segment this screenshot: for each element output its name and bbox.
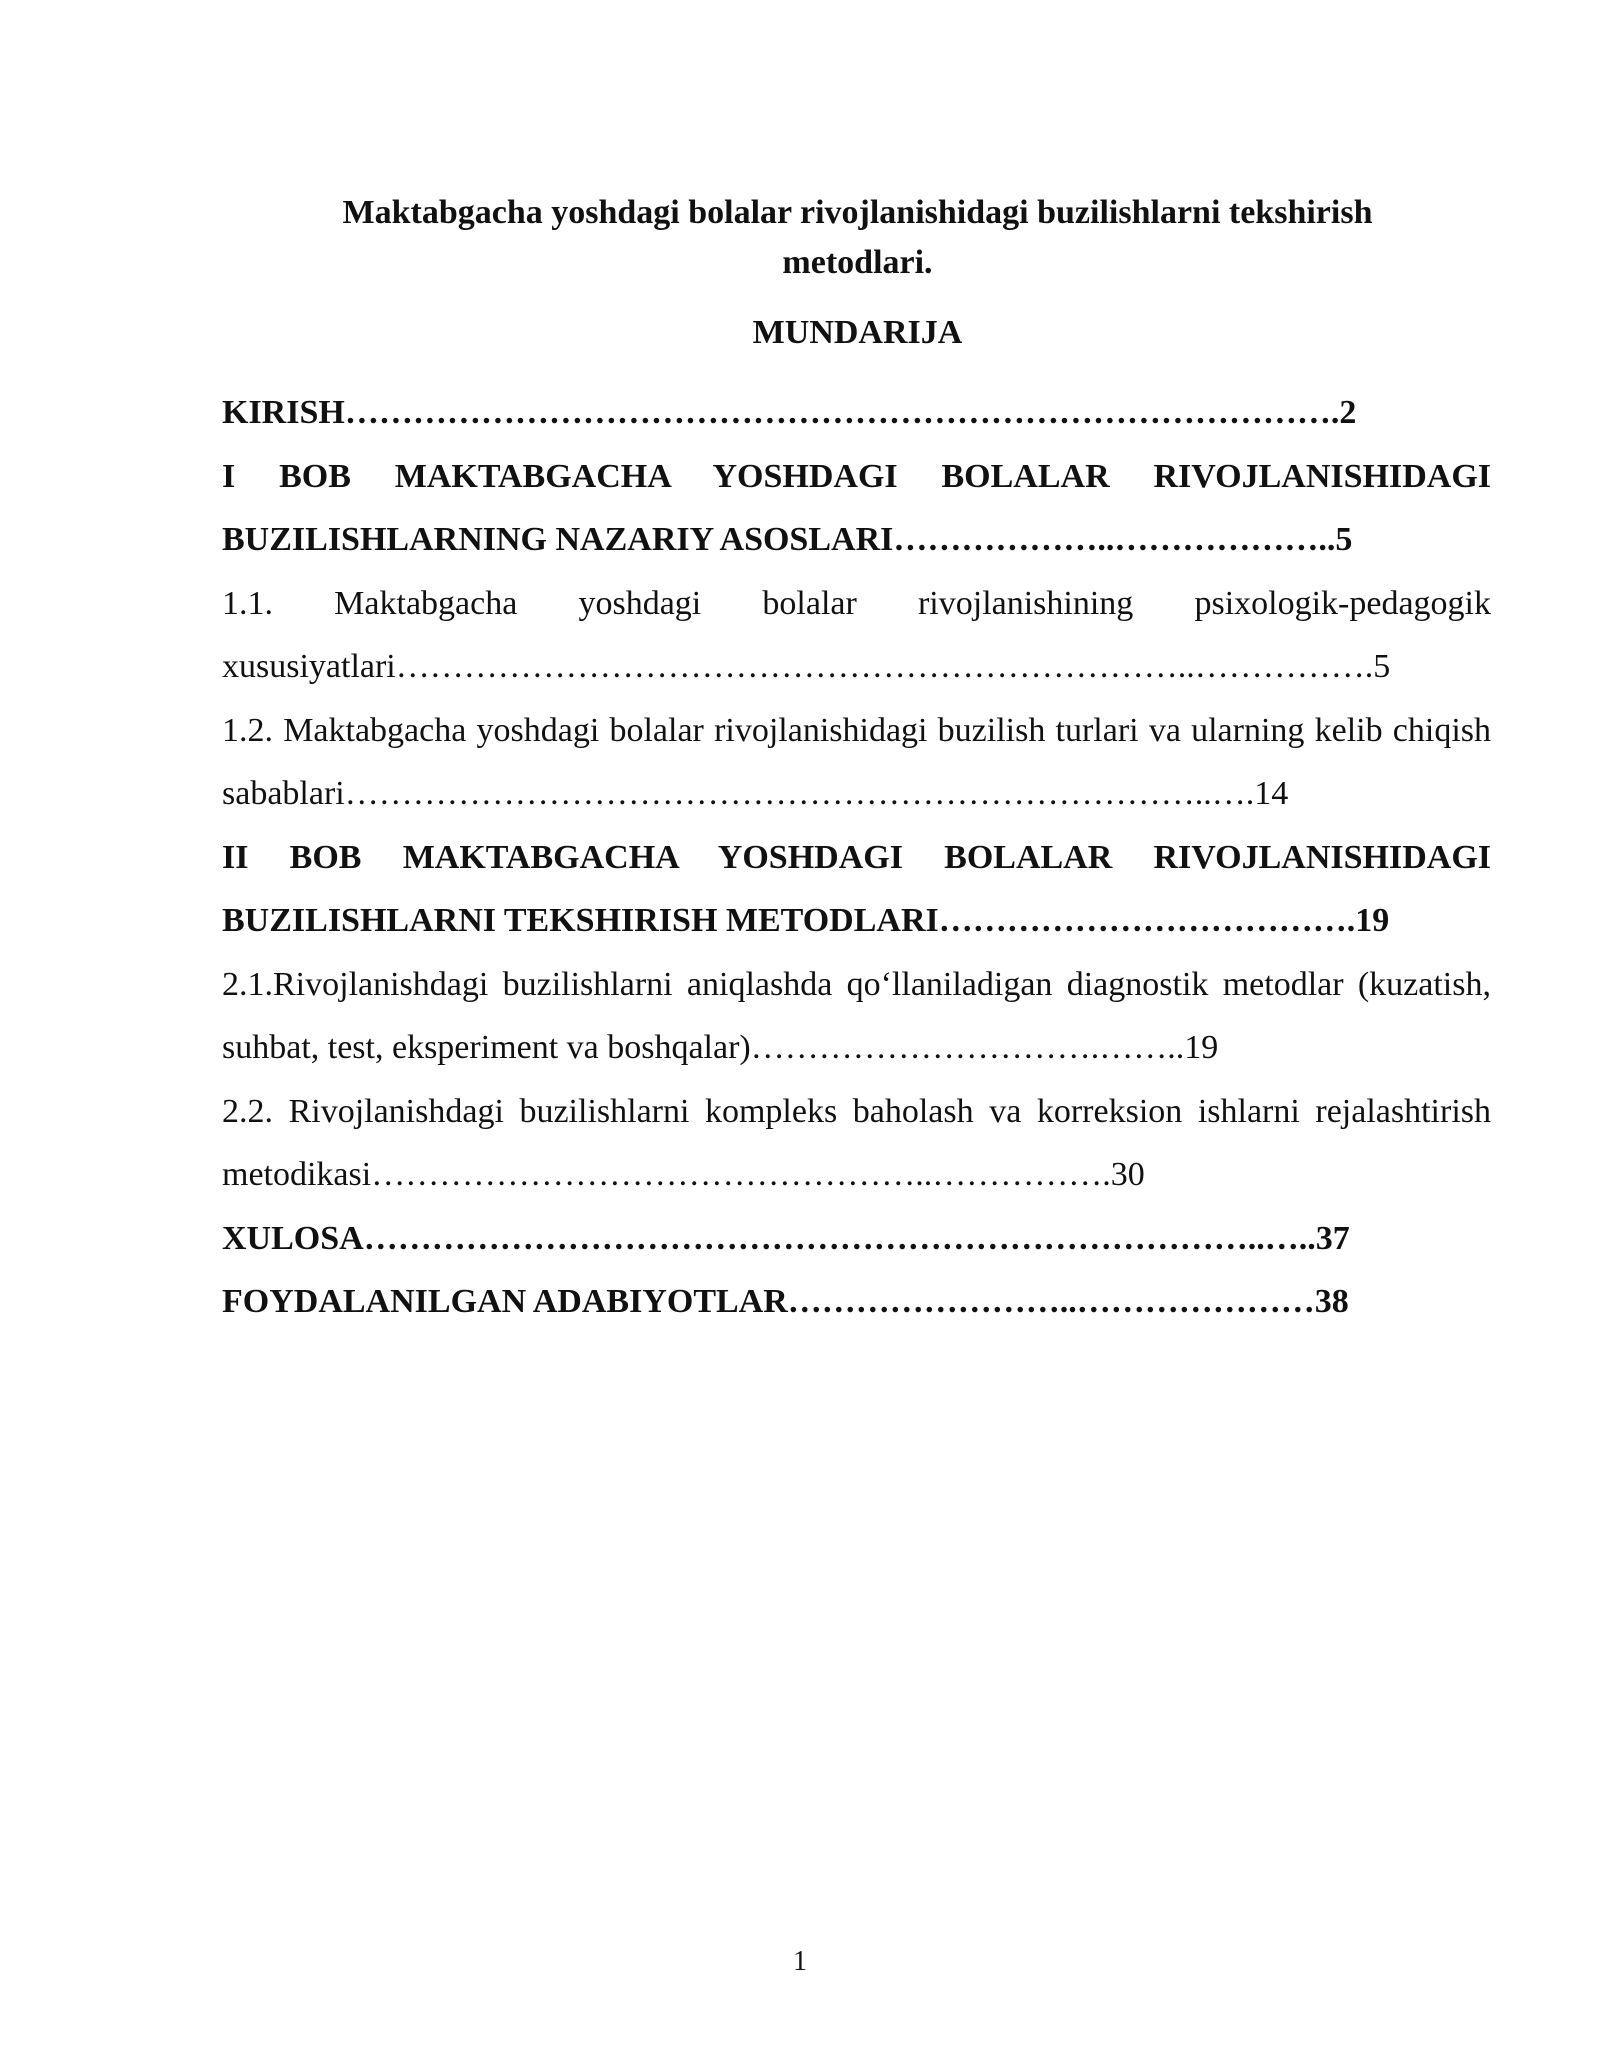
toc-entry-section-1-1: 1.1. Maktabgacha yoshdagi bolalar rivojlanishining psixologik-pedagogik xususiyatlari……………………………………………………………..…………….5 [222,584,1491,685]
toc-entry-section-2-1: 2.1.Rivojlanishdagi buzilishlarni aniqlashda qo‘llaniladigan diagnostik metodlar (kuzatish, suhbat, test, eksperiment va boshqalar)………………………….……..19 [222,965,1491,1066]
toc-entry-section-2-2: 2.2. Rivojlanishdagi buzilishlarni kompleks baholash va korreksion ishlarni rejalashtirish metodikasi…………………………………………..…………….30 [222,1092,1491,1193]
title-line-1: Maktabgacha yoshdagi bolalar rivojlanishidagi buzilishlarni tekshirish [342,194,1373,231]
toc-entry-references: FOYDALANILGAN ADABIYOTLAR……………………..…………………38 [222,1283,1349,1320]
toc-entry-section-1-2: 1.2. Maktabgacha yoshdagi bolalar rivojlanishidagi buzilish turlari va ularning kelib chiqish sabablari…………………………………………………………………..….14 [222,711,1491,812]
toc-entry-chapter-2: II BOB MAKTABGACHA YOSHDAGI BOLALAR RIVOJLANISHIDAGI BUZILISHLARNI TEKSHIRISH METODLARI……………………………….19 [222,838,1491,939]
page-number: 1 [793,1946,807,1977]
title-line-2: metodlari. [782,244,933,281]
toc-entry-chapter-1: I BOB MAKTABGACHA YOSHDAGI BOLALAR RIVOJLANISHIDAGI BUZILISHLARNING NAZARIY ASOSLARI………………..………………..5 [222,457,1491,558]
document-title [220,188,1495,288]
toc-heading: MUNDARIJA [752,314,963,351]
toc-entry-kirish: KIRISH…………………………………………………………………………….2 [222,394,1357,431]
table-of-contents [222,381,1491,1334]
toc-entry-xulosa: XULOSA……………………………………………………………………..…..37 [222,1219,1350,1257]
